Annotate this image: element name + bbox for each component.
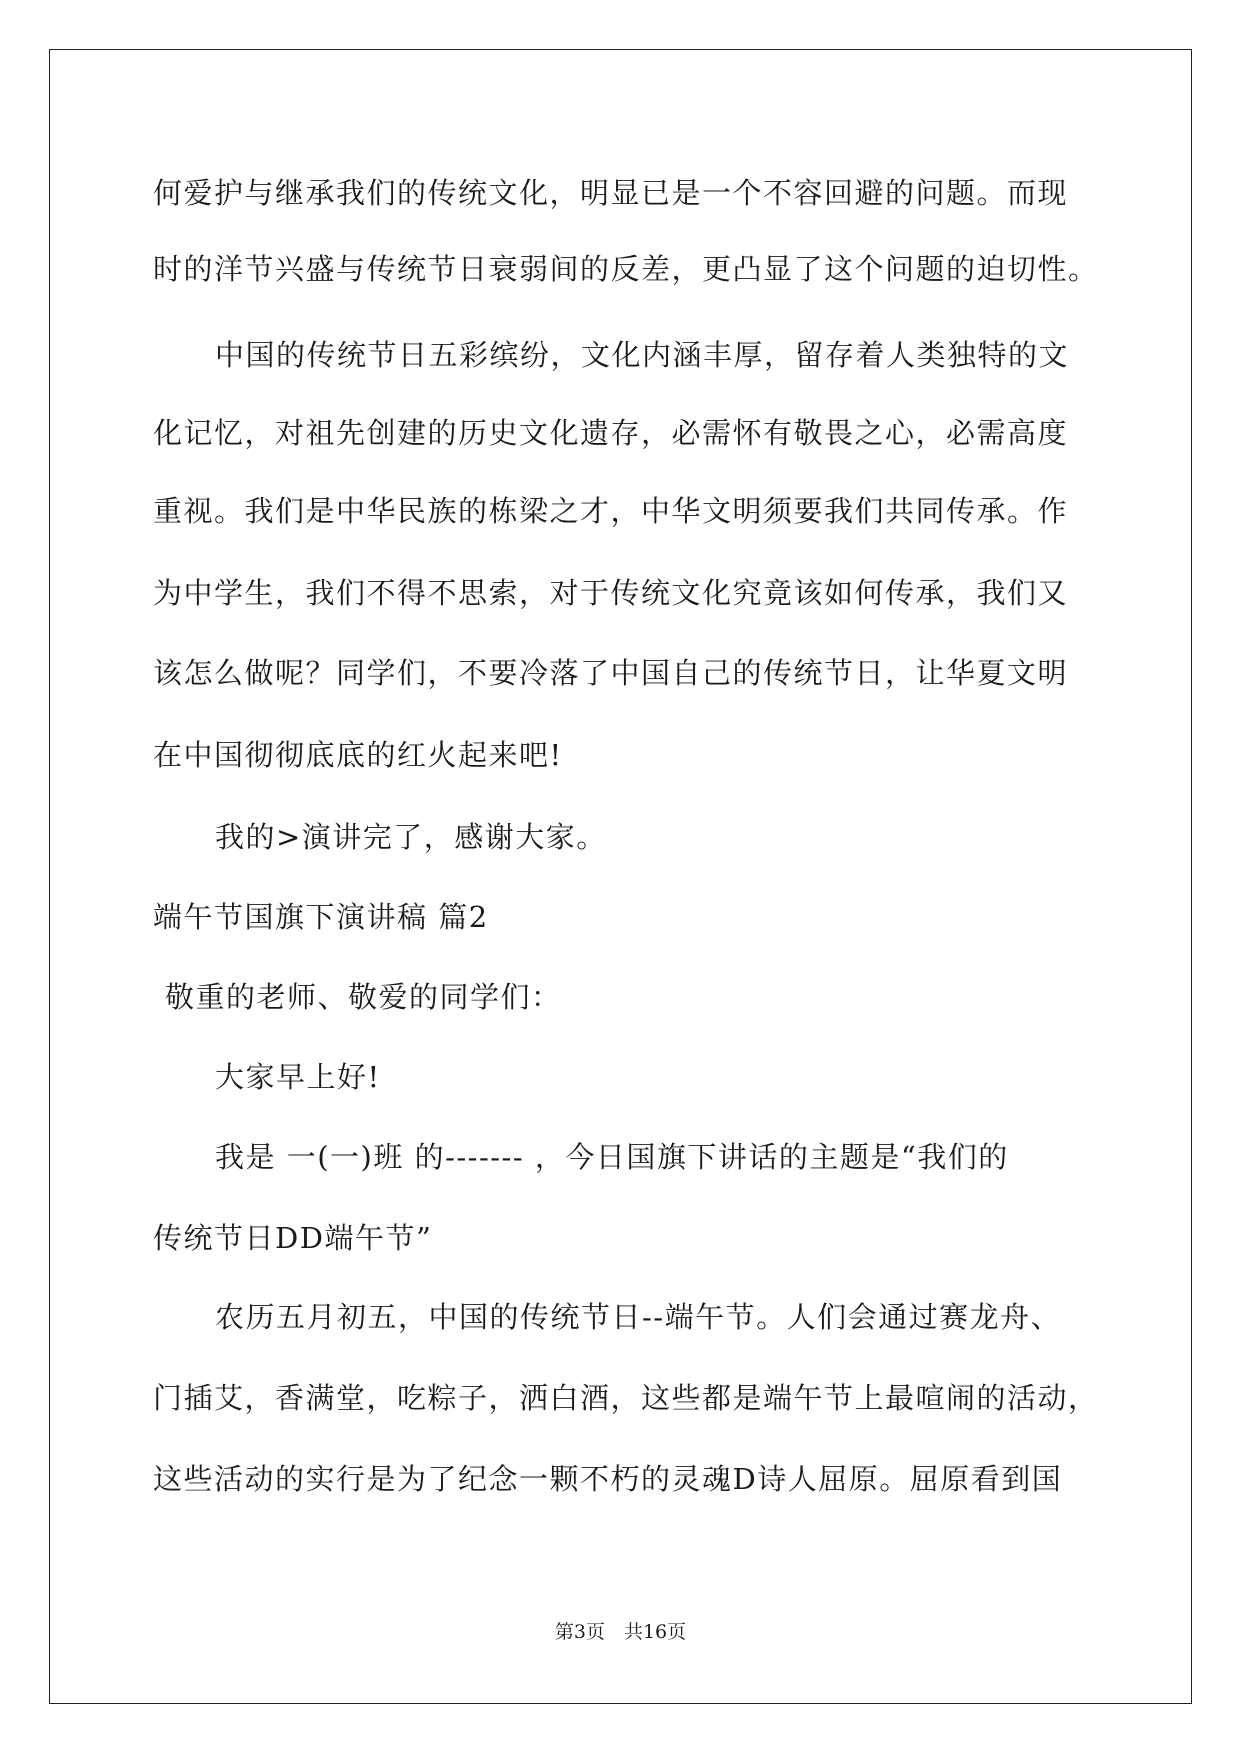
text-line: 化记忆，对祖先创建的历史文化遗存，必需怀有敬畏之心，必需高度 — [153, 416, 1069, 450]
text-line: 为中学生，我们不得不思索，对于传统文化究竟该如何传承，我们又 — [153, 576, 1069, 610]
text-line: 这些活动的实行是为了纪念一颗不朽的灵魂D诗人屈原。屈原看到国 — [153, 1462, 1063, 1496]
text-line: 重视。我们是中华民族的栋梁之才，中华文明须要我们共同传承。作 — [153, 494, 1069, 528]
text-line: 何爱护与继承我们的传统文化，明显已是一个不容回避的问题。而现 — [153, 176, 1069, 210]
salutation: 敬重的老师、敬爱的同学们： — [165, 980, 562, 1014]
text-line: 大家早上好! — [215, 1060, 381, 1094]
text-line: 在中国彻彻底底的红火起来吧! — [153, 738, 563, 772]
text-line: 时的洋节兴盛与传统节日衰弱间的反差，更凸显了这个问题的迫切性。 — [153, 252, 1099, 286]
page-border — [49, 49, 1192, 1704]
text-line: 该怎么做呢？同学们，不要冷落了中国自己的传统节日，让华夏文明 — [153, 656, 1069, 690]
page-number-footer: 第3页 共16页 — [554, 1621, 687, 1643]
text-line: 农历五月初五，中国的传统节日--端午节。人们会通过赛龙舟、 — [215, 1300, 1062, 1334]
text-line: 传统节日DD端午节” — [153, 1221, 433, 1255]
text-line: 中国的传统节日五彩缤纷，文化内涵丰厚，留存着人类独特的文 — [215, 338, 1070, 372]
text-line: 我是 一(一)班 的------- ，今日国旗下讲话的主题是“我们的 — [215, 1140, 1009, 1174]
section-heading: 端午节国旗下演讲稿 篇2 — [153, 900, 489, 934]
text-line: 我的>演讲完了，感谢大家。 — [215, 820, 607, 854]
text-line: 门插艾，香满堂，吃粽子，洒白酒，这些都是端午节上最喧闹的活动， — [153, 1381, 1099, 1415]
